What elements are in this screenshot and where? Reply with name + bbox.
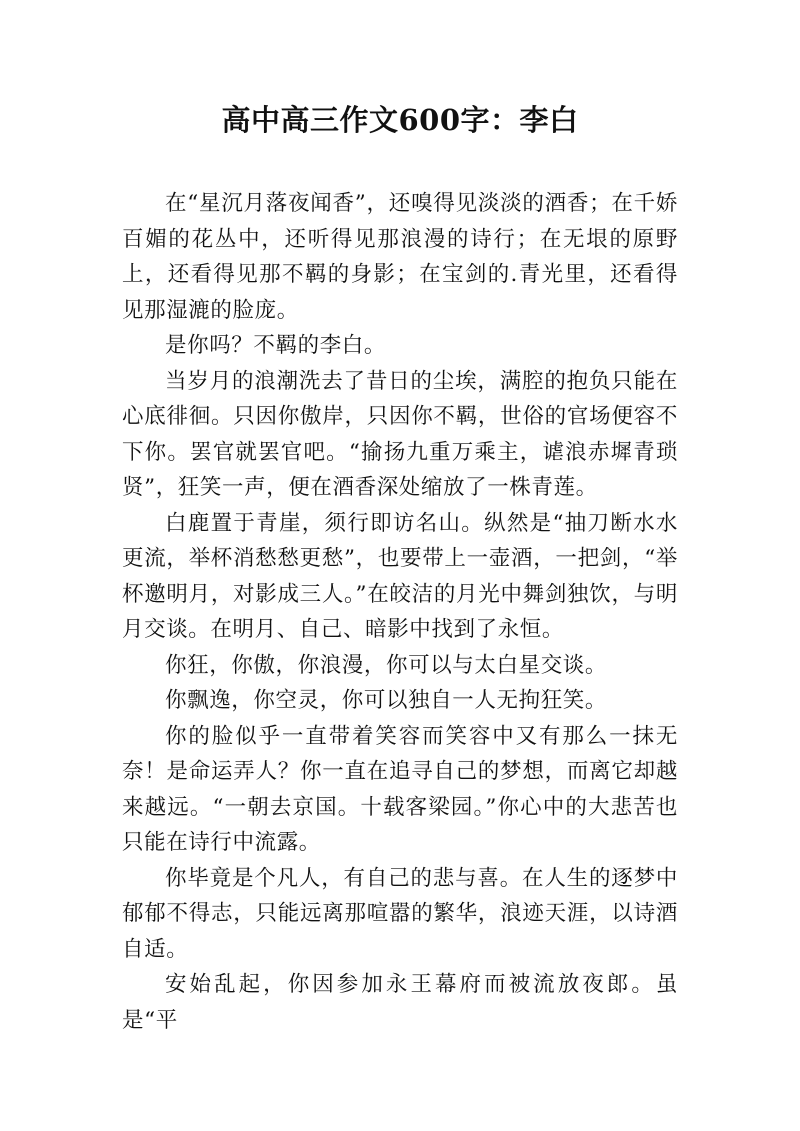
paragraph: 是你吗？不羁的李白。 xyxy=(165,333,387,358)
paragraph: 在“星沉月落夜闻香”，还嗅得见淡淡的酒香；在千娇百媚的花丛中，还听得见那浪漫的诗行；在无垠的原野上，还看得见那不羁的身影；在宝剑的.青光里，还看得见那湿漉的脸庞。 xyxy=(122,191,678,323)
paragraph: 当岁月的浪潮洗去了昔日的尘埃，满腔的抱负只能在心底徘徊。只因你傲岸，只因你不羁，世俗的官场便容不下你。罢官就罢官吧。“揄扬九重万乘主，谑浪赤墀青琐贤”，狂笑一声，便在酒香深处缩放了一株青莲。 xyxy=(122,368,678,500)
paragraph: 安始乱起，你因参加永王幕府而被流放夜郎。虽是“平 xyxy=(122,972,678,1033)
paragraph: 你的脸似乎一直带着笑容而笑容中又有那么一抹无奈！是命运弄人？你一直在追寻自己的梦想，而离它却越来越远。“一朝去京国。十载客梁园。”你心中的大悲苦也只能在诗行中流露。 xyxy=(122,723,678,855)
document-body xyxy=(122,186,678,1038)
document-title: 高中高三作文600字：李白 xyxy=(221,103,579,137)
paragraph: 白鹿置于青崖，须行即访名山。纵然是“抽刀断水水更流，举杯消愁愁更愁”，也要带上一壶酒，一把剑，“举杯邀明月，对影成三人。”在皎洁的月光中舞剑独饮，与明月交谈。在明月、自己、暗影中找到了永恒。 xyxy=(122,510,678,642)
paragraph: 你毕竟是个凡人，有自己的悲与喜。在人生的逐梦中郁郁不得志，只能远离那喧嚣的繁华，浪迹天涯，以诗酒自适。 xyxy=(122,865,678,962)
paragraph: 你飘逸，你空灵，你可以独自一人无拘狂笑。 xyxy=(165,688,608,713)
paragraph: 你狂，你傲，你浪漫，你可以与太白星交谈。 xyxy=(165,652,608,678)
